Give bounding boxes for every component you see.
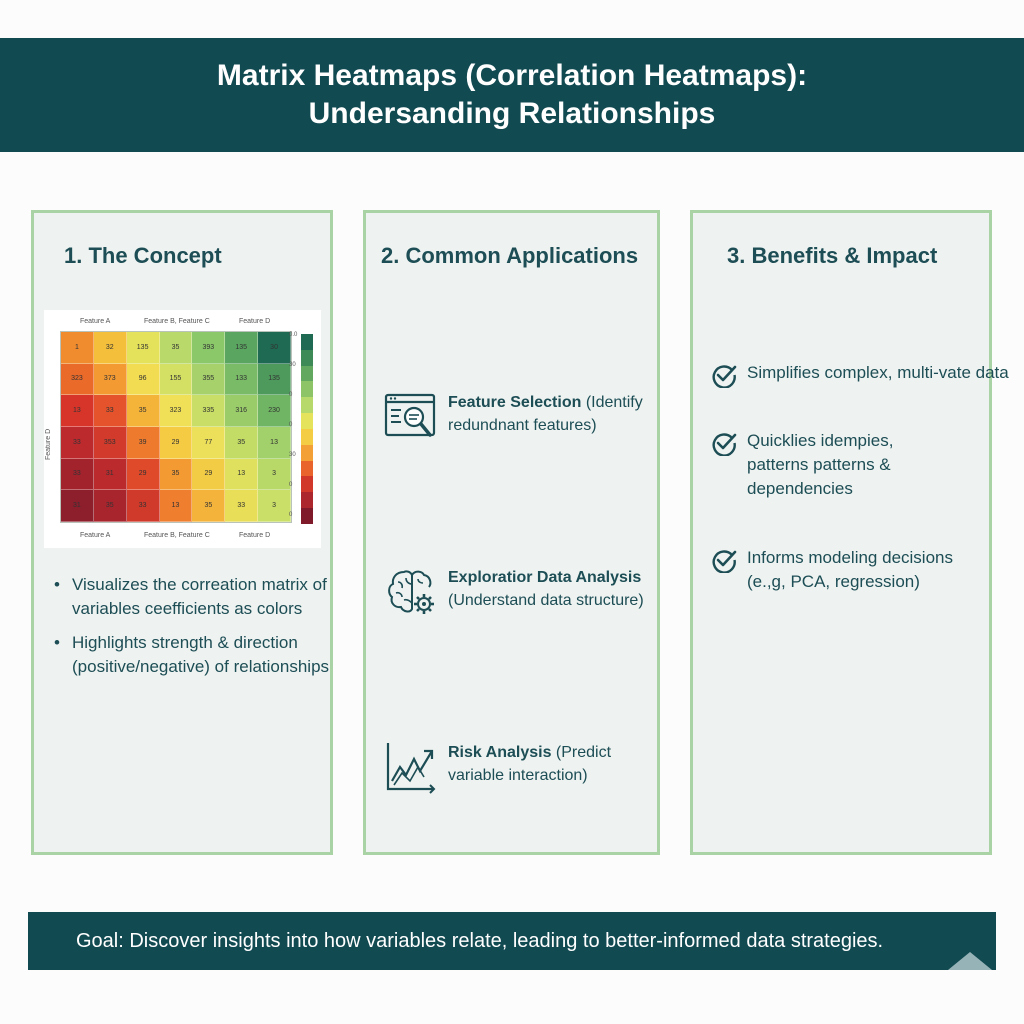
colorbar-segment	[301, 334, 313, 350]
heatmap-cell: 35	[225, 427, 258, 459]
colorbar-tick-label: 0	[289, 482, 293, 488]
heatmap-cell: 1	[61, 332, 94, 364]
benefits-title: 3. Benefits & Impact	[727, 243, 938, 268]
search-document-icon	[384, 391, 438, 445]
colorbar-tick-label: 30	[289, 452, 296, 458]
heatmap-cell: 13	[258, 427, 291, 459]
colorbar-tick-label: 0	[289, 422, 293, 428]
heatmap-side-label: Feature D	[45, 428, 52, 460]
bullet-dot-icon: •	[54, 633, 60, 652]
colorbar-tick-label: 30	[289, 362, 296, 368]
heatmap-cell: 77	[192, 427, 225, 459]
heatmap-top-label-2: Feature B, Feature C	[144, 318, 210, 325]
heatmap-cell: 29	[192, 459, 225, 491]
heatmap-cell: 133	[225, 364, 258, 396]
applications-panel	[363, 210, 660, 855]
heatmap-cell: 96	[127, 364, 160, 396]
colorbar-segment	[301, 476, 313, 492]
header-banner	[0, 38, 1024, 152]
colorbar-tick-label: 0.0	[289, 332, 298, 338]
heatmap-cell: 35	[94, 490, 127, 522]
bullet-dot-icon: •	[54, 575, 60, 594]
heatmap-cell: 33	[61, 427, 94, 459]
heatmap-cell: 323	[61, 364, 94, 396]
heatmap-top-label-3: Feature D	[239, 318, 271, 325]
heatmap-cell: 35	[192, 490, 225, 522]
colorbar-tick-label: 0	[289, 512, 293, 518]
heatmap-cell: 39	[127, 427, 160, 459]
heatmap-image	[44, 310, 321, 548]
trend-chart-icon	[384, 741, 438, 795]
heatmap-cell: 316	[225, 395, 258, 427]
applications-title: 2. Common Applications	[381, 243, 639, 268]
heatmap-cell: 355	[192, 364, 225, 396]
colorbar-segment	[301, 397, 313, 413]
heatmap-cell: 230	[258, 395, 291, 427]
colorbar-segment	[301, 381, 313, 397]
heatmap-cell: 353	[94, 427, 127, 459]
goal-banner	[28, 912, 996, 970]
concept-panel	[31, 210, 333, 855]
heatmap-cell: 3	[258, 459, 291, 491]
check-circle-icon	[711, 362, 737, 388]
heatmap-cell: 32	[94, 332, 127, 364]
application-text: Exploratior Data Analysis (Understand data structure)	[448, 569, 644, 609]
heatmap-cell: 155	[160, 364, 193, 396]
heatmap-cell: 135	[258, 364, 291, 396]
heatmap-cell: 33	[225, 490, 258, 522]
brain-gear-icon	[384, 566, 438, 620]
heatmap-bottom-label-1: Feature A	[80, 532, 111, 539]
heatmap-cell: 373	[94, 364, 127, 396]
concept-bullet: • Highlights strength & direction (positive/negative) of relationships	[54, 633, 330, 676]
heatmap-cell: 35	[160, 459, 193, 491]
colorbar-segment	[301, 508, 313, 524]
heatmap-cell: 335	[192, 395, 225, 427]
colorbar-segment	[301, 492, 313, 508]
heatmap-cell: 135	[127, 332, 160, 364]
watermark-icon	[948, 948, 992, 970]
heatmap-cell: 393	[192, 332, 225, 364]
heatmap-cell: 13	[225, 459, 258, 491]
application-text: Risk Analysis (Predict variable interaction)	[448, 744, 612, 784]
heatmap-bottom-label-2: Feature B, Feature C	[144, 532, 210, 539]
heatmap-cell: 33	[61, 459, 94, 491]
colorbar-segment	[301, 461, 313, 477]
concept-bullets	[54, 573, 334, 689]
heatmap-cell: 35	[127, 395, 160, 427]
heatmap-cell: 31	[94, 459, 127, 491]
concept-title: 1. The Concept	[64, 243, 222, 268]
heatmap-bottom-label-3: Feature D	[239, 532, 271, 539]
application-text: Feature Selection (Identify redundnant features)	[448, 394, 643, 434]
heatmap-cell: 33	[127, 490, 160, 522]
heatmap-cell: 29	[160, 427, 193, 459]
heatmap-cell: 13	[160, 490, 193, 522]
heatmap-grid	[60, 331, 292, 523]
heatmap-cell: 30	[258, 332, 291, 364]
colorbar-segment	[301, 366, 313, 382]
heatmap-cell: 31	[61, 490, 94, 522]
heatmap-cell: 33	[94, 395, 127, 427]
check-circle-icon	[711, 430, 737, 456]
heatmap-colorbar	[301, 334, 313, 524]
check-circle-icon	[711, 547, 737, 573]
goal-text: Goal: Discover insights into how variables relate, leading to better-informed data strategies.	[76, 929, 884, 952]
page-title-line2: Undersanding Relationships	[308, 97, 716, 130]
colorbar-segment	[301, 445, 313, 461]
concept-bullet: • Visualizes the correation matrix of variables ceefficients as colors	[54, 575, 327, 618]
colorbar-tick-label: 0	[289, 392, 293, 398]
heatmap-cell: 35	[160, 332, 193, 364]
benefits-panel: 3. Benefits & Impact Simplifies complex, multi-vate data Quicklies idempies, patterns patterns & dependencies Informs modeling decisions (e.,g, PCA, regression)	[690, 210, 992, 855]
heatmap-cell: 29	[127, 459, 160, 491]
heatmap-cell: 323	[160, 395, 193, 427]
heatmap-cell: 13	[61, 395, 94, 427]
heatmap-cell: 135	[225, 332, 258, 364]
heatmap-cell: 3	[258, 490, 291, 522]
colorbar-segment	[301, 429, 313, 445]
heatmap-top-label-1: Feature A	[80, 318, 111, 325]
colorbar-segment	[301, 350, 313, 366]
page-title-line1: Matrix Heatmaps (Correlation Heatmaps):	[216, 59, 808, 92]
colorbar-segment	[301, 413, 313, 429]
